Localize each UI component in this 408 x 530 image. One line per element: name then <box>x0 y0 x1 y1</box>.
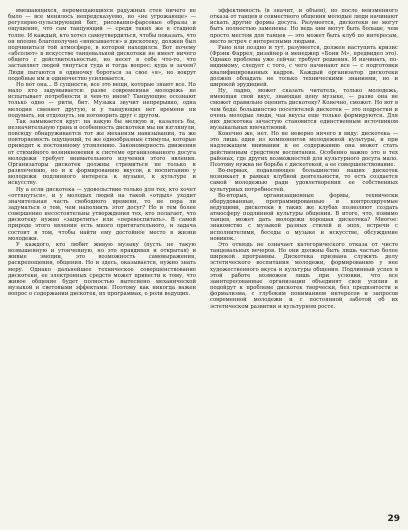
paragraph: Это отнюдь не означает категорического отказа от чисто танцевальных вечеров. Но они должны быть лишь частью более широкой программы. Дискотека призвана служить делу эстетического воспитания молодежи, формированию у нее художественного вкуса и культуры общения. Подлинный успех в этой работе возможен лишь при условии, что все заинтересованные организации объединят свои усилия и подойдут к проблеме дискотек творчески, без предвзятости и формализма, с глубоким пониманием интересов и запросов современной молодежи и с постоянной заботой об их эстетическом развитии и культурном росте. <box>210 241 398 310</box>
paragraph: Но вот она... В сущности, все это вещи, которые знают все. Но мало кто задумывается: разве современная молодежь не испытывает потребности в чем-то ином? Танцующие осознают только одно — ритм, бит. Музыка звучит непрерывно, одна мелодия сменяет другую, и у танцующих нет времени ни подумать, ни отдохнуть, ни поговорить друг с другом. <box>8 81 196 119</box>
paragraph: Конечно же, нет. Но не неверно ничего в виду: дискотека — это лишь один из компонентов молодежной культуры, и при надлежащем внимании к ее содержанию она может стать действенным средством воспитания. Особенно важно это в тех районах, где других возможностей для культурного досуга мало. Поэтому нужна не борьба с дискотекой, а ее совершенствование. <box>210 131 398 168</box>
paragraph: эффективность (в значит, и объем), но после неизменного отказа от танцев и совместного общения молодые люди начинают искать другие формы досуга. Разумеется, дискотеки не могут быть полностью заменены. Но ведь они могут быть больше, чем просто местом для танцев — это может быть клуб по интересам, место встреч с интересными людьми. <box>210 8 398 45</box>
right-column <box>210 8 398 508</box>
paragraph: Ну а если дискотека — удовольствие только для тех, кто хочет «оттянуться», и у молодых людей на такой «отдых» уходит значительная часть свободного времени, то не пора ли задуматься о том, чем наполнить этот досуг? Но и тем более совершенно несостоятельны утверждения тех, кто полагает, что дискотеку нужно «запретить» или «перевоспитать». В самой природе этого явления есть много притягательного, и задача состоит в том, чтобы найти ему достойное место в жизни молодежи. <box>8 186 196 242</box>
paragraph: Рано или поздно и тут, разумеется, должен наступить кризис (Фрэнк Фаррел, дизайнер и менеджер «Бони М», предвидел это). Однако проблема уже сейчас требует решения. И начинать, по-видимому, следует с того, с чего начинают все — с подготовки квалифицированных кадров. Каждый организатор дискотеки должен обладать не только техническими знаниями, но и широкой эрудицией. <box>210 44 398 88</box>
left-column <box>8 8 196 508</box>
paragraph: Во-вторых, организационные формы, технически оборудованные, программированные и контролируемые ведущими, дискотеки в таких же клубах позволяют создать атмосферу подлинной культуры общения. В итоге, что, помимо танцев, может дать молодежи хорошая дискотека? Многое: знакомство с музыкой разных стилей и эпох, встречи с исполнителями, беседы о музыке и искусстве, обсуждение новинок. <box>210 192 398 242</box>
paragraph: У каждого, кто любит живую музыку (пусть не такую возвышенную и утонченную, но это правдивая и открытая) и живые эмоции, это возможность самовыражения, раскрепощения, общения. Но и здесь, оказывается, нужно знать меру. Однако дальнейшее техническое совершенствование дискотеки, ее электронных средств может привести к тому, что живое общение будет полностью вытеснено механической музыкой и световыми эффектами. Поэтому как никогда важен вопрос о содержании дискотек, их программах, о роли ведущих. <box>8 241 196 298</box>
page-number: 29 <box>387 514 400 524</box>
paragraph: Так замыкается круг: на какую бы мелкую и, казалось бы, незначительную грань и особенность дискотеки мы ни взглянули, повсюду обнаруживается тот же механизм навязывания, та же повторяемость ощущений, те же однообразные стимулы, которые приводят к постоянному утомлению. Закономерность движения от стихийного возникновения к системе организованного досуга молодежи требует внимательного изучения этого явления. Организаторы дискотек должны стремиться не только к развлечению, но и к формированию вкусов, к воспитанию у молодежи подлинного интереса к музыке, к культуре и искусству. <box>8 118 196 187</box>
paragraph: Ну, ладно, может сказать читатель, только молодежь, имеющая свой вкус, знающая цену музыке, — разве она не сможет правильно оценить дискотеку? Конечно, сможет. Но вот в чем беда: большинство посетителей дискотек — это подростки и очень молодые люди, чьи вкусы еще только формируются. Для них дискотека зачастую становится единственным источником музыкальных впечатлений. <box>210 88 398 131</box>
paragraph: Во-первых, подавляющее большинство наших дискотек возникает в рамках клубной деятельности, то есть создается самой молодежью ради удовлетворения ее собственных культурных потребностей. <box>210 168 398 193</box>
paragraph: вмешающихся, перемещающихся радужных стен ничего не было — все менялось непредсказуемо, но «не угрожающе» — регулярно-пульсирующий бит, рисованно-фарсовые образы и ощущение, что сам танцующий — среди таких же в стадной толпе. И каждый, кто хотел самоутвердиться, чтобы показать, что он вполне благополучно «вписывается» в дискотеку, должен был подчиниться той атмосфере, в которой находился. Вот почему «абсолют» в искусстве танцевальной дискотеки не имеет ничего общего с действительностью, но несет в себе что-то, что заставляет людей тянуться туда и тогда вопрос: куда и зачем? Люди пытаются в одиночку бороться за свое «я», но вокруг подобные им и одиночество усиливается. <box>8 8 196 82</box>
